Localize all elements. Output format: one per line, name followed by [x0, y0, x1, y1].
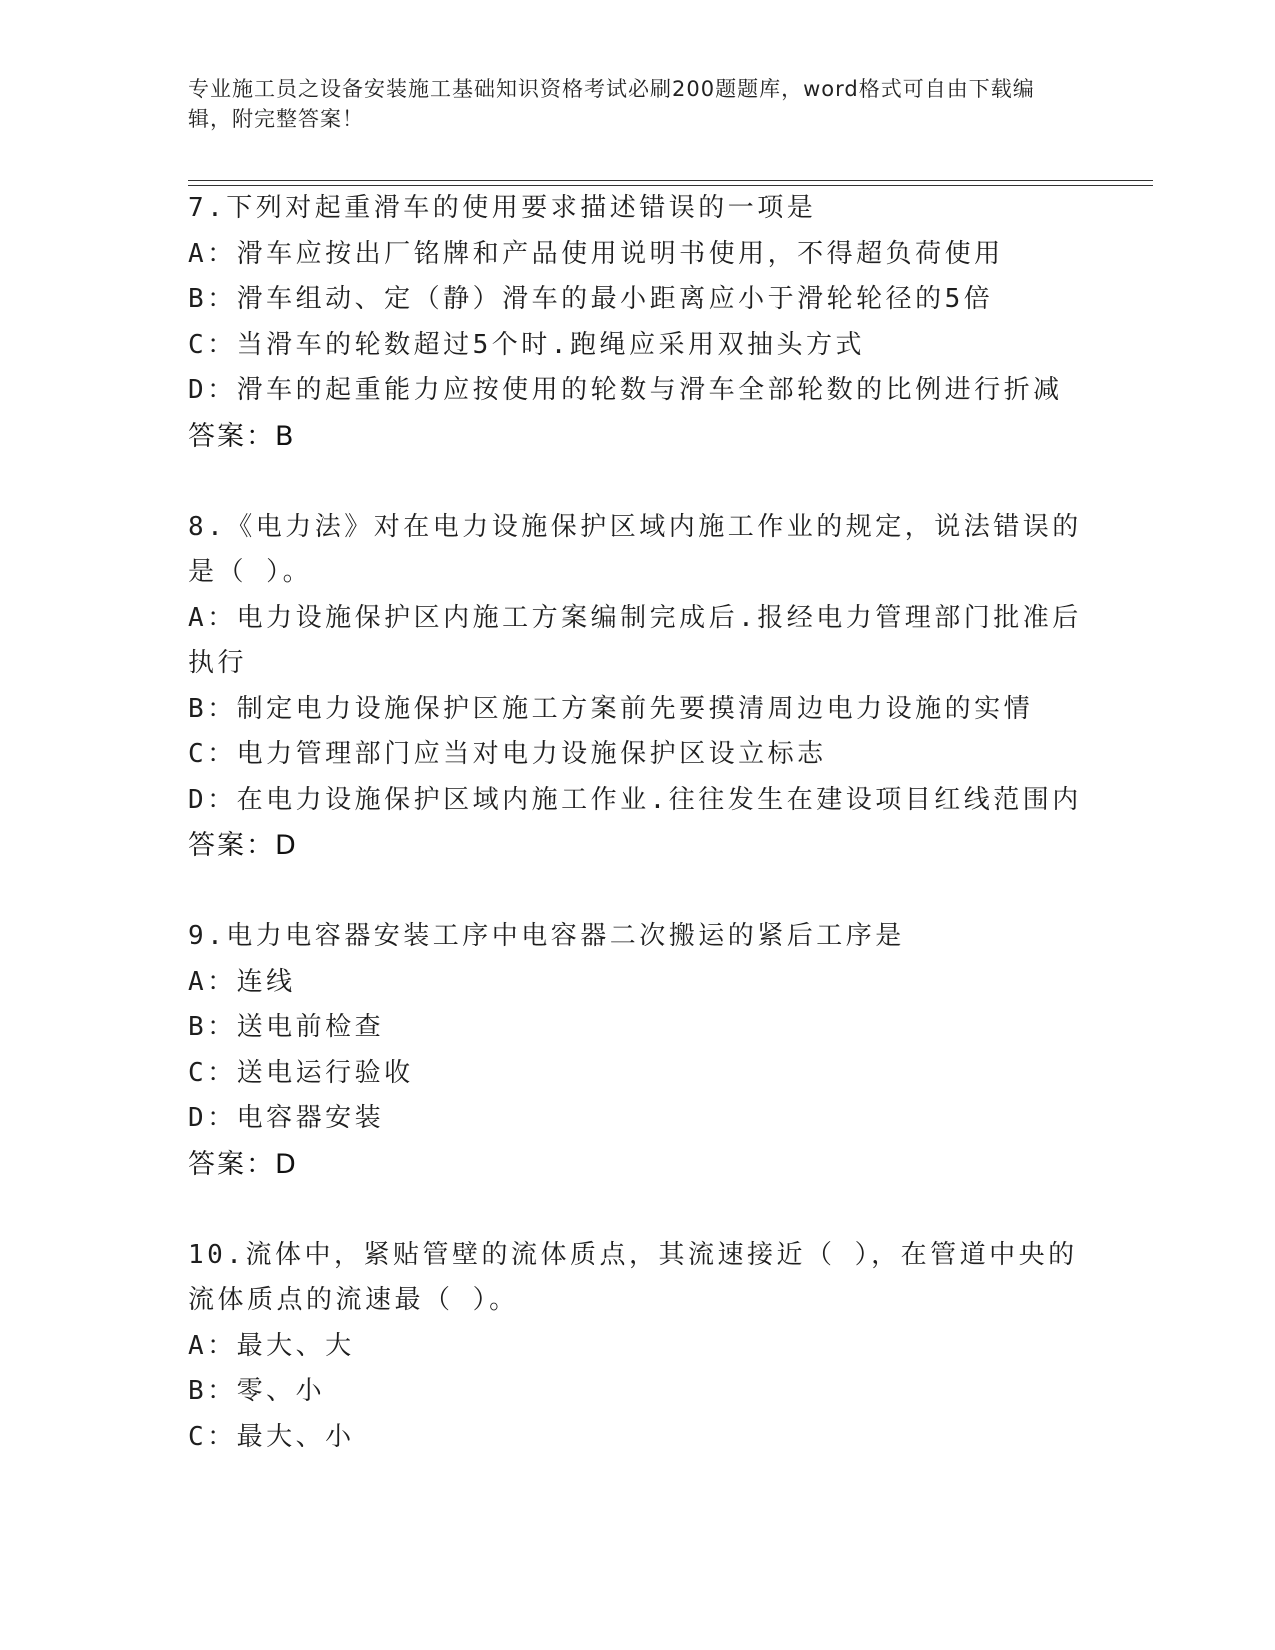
question-8 [188, 505, 1088, 869]
option-c: C：送电运行验收 [188, 1057, 414, 1088]
option-d: D：滑车的起重能力应按使用的轮数与滑车全部轮数的比例进行折减 [188, 375, 1063, 405]
question-spacer [188, 869, 1088, 915]
option-a: A：滑车应按出厂铭牌和产品使用说明书使用，不得超负荷使用 [188, 238, 1004, 269]
option-a: A：电力设施保护区内施工方案编制完成后.报经电力管理部门批准后执行 [188, 602, 1082, 678]
question-spacer [188, 1187, 1088, 1233]
option-b: B：滑车组动、定（静）滑车的最小距离应小于滑轮轮径的5倍 [188, 284, 994, 314]
question-stem: 8.《电力法》对在电力设施保护区域内施工作业的规定，说法错误的是（ ）。 [188, 511, 1082, 587]
question-stem: 10.流体中，紧贴管壁的流体质点，其流速接近（ ），在管道中央的流体质点的流速最（ ）。 [188, 1239, 1078, 1315]
answer-label: 答案：D [188, 1148, 298, 1180]
answer-label: 答案：D [188, 830, 298, 861]
question-stem: 7.下列对起重滑车的使用要求描述错误的一项是 [188, 193, 817, 223]
question-stem: 9.电力电容器安装工序中电容器二次搬运的紧后工序是 [188, 921, 905, 951]
header-divider-top [188, 180, 1153, 181]
option-b: B：送电前检查 [188, 1012, 385, 1042]
answer-label: 答案：B [188, 420, 296, 452]
question-spacer [188, 459, 1088, 505]
option-c: C：电力管理部门应当对电力设施保护区设立标志 [188, 739, 827, 769]
question-list [188, 186, 1088, 1460]
option-a: A：连线 [188, 966, 296, 997]
question-9 [188, 914, 1088, 1187]
question-7 [188, 186, 1088, 459]
option-c: C：当滑车的轮数超过5个时.跑绳应采用双抽头方式 [188, 329, 865, 360]
option-a: A：最大、大 [188, 1330, 355, 1361]
option-c: C：最大、小 [188, 1421, 355, 1452]
option-d: D：在电力设施保护区域内施工作业.往往发生在建设项目红线范围内 [188, 784, 1082, 815]
option-b: B：制定电力设施保护区施工方案前先要摸清周边电力设施的实情 [188, 693, 1034, 724]
option-b: B：零、小 [188, 1376, 326, 1406]
option-d: D：电容器安装 [188, 1103, 385, 1133]
question-10 [188, 1233, 1088, 1461]
document-header: 专业施工员之设备安装施工基础知识资格考试必刷200题题库，word格式可自由下载编辑，附完整答案！ [188, 77, 1035, 131]
